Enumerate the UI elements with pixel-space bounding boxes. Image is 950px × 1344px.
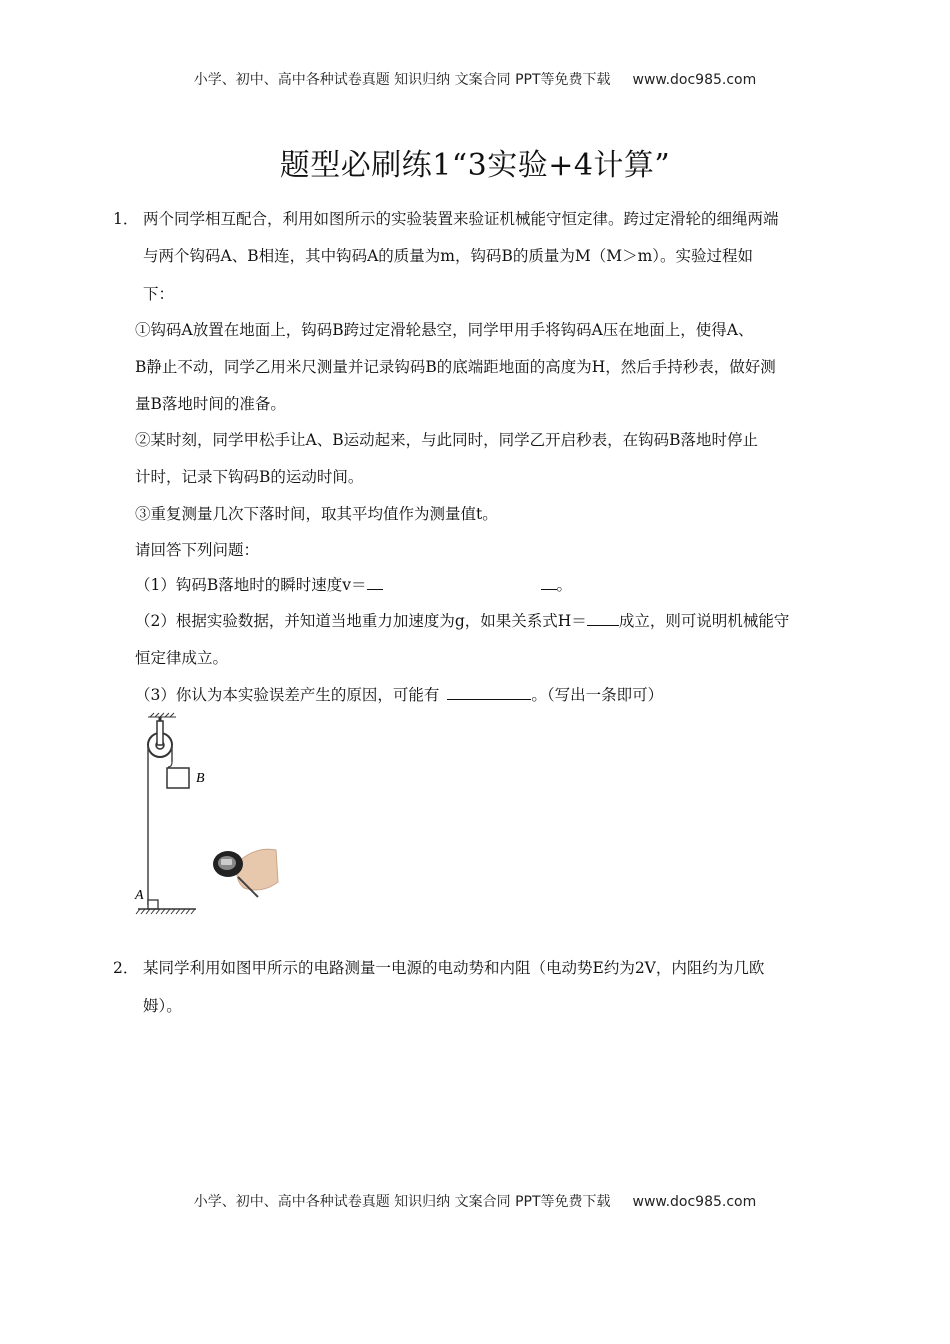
mass-b bbox=[167, 768, 189, 788]
pulley-experiment-figure bbox=[130, 712, 290, 922]
q1-step2-line-1: ②某时刻，同学甲松手让A、B运动起来，与此同时，同学乙开启秒表，在钩码B落地时停止 bbox=[135, 431, 758, 449]
q1-step2-line-2: 计时，记录下钩码B的运动时间。 bbox=[135, 468, 364, 486]
header-text: 小学、初中、高中各种试卷真题 知识归纳 文案合同 PPT等免费下载 bbox=[193, 72, 611, 88]
q1-step3: ③重复测量几次下落时间，取其平均值作为测量值t。 bbox=[135, 505, 498, 523]
q1-sub3-tail: 。（写出一条即可） bbox=[531, 686, 664, 704]
q2-line-1: 某同学利用如图甲所示的电路测量一电源的电动势和内阻（电动势E约为2V，内阻约为几欧 bbox=[143, 959, 765, 977]
pulley-icon bbox=[148, 721, 172, 757]
q1-sub2-text: （2）根据实验数据，并知道当地重力加速度为g，如果关系式H＝ bbox=[135, 612, 587, 630]
stopwatch-in-hand-icon bbox=[213, 849, 278, 897]
mass-a-label: A bbox=[135, 888, 144, 903]
question-2-number: 2． bbox=[113, 959, 139, 977]
q1-intro-line-3: 下： bbox=[143, 285, 175, 303]
page-header bbox=[0, 69, 950, 89]
q1-sub1-text: （1）钩码B落地时的瞬时速度v＝ bbox=[135, 576, 367, 594]
q1-sub2-tail: 成立，则可说明机械能守 bbox=[618, 612, 790, 630]
answer-blank-1b[interactable] bbox=[541, 573, 557, 590]
q1-sub1 bbox=[135, 573, 572, 596]
mass-b-label: B bbox=[196, 771, 205, 786]
hook-icon bbox=[168, 762, 172, 767]
answer-blank-1a[interactable] bbox=[367, 573, 383, 590]
footer-text: 小学、初中、高中各种试卷真题 知识归纳 文案合同 PPT等免费下载 bbox=[193, 1194, 611, 1210]
q1-step1-line-1: ①钩码A放置在地面上，钩码B跨过定滑轮悬空，同学甲用手将钩码A压在地面上，使得A、 bbox=[135, 321, 754, 339]
q1-intro-line-1: 两个同学相互配合，利用如图所示的实验装置来验证机械能守恒定律。跨过定滑轮的细绳两端 bbox=[143, 210, 779, 228]
q2-line-2: 姆）。 bbox=[143, 997, 182, 1015]
answer-blank-2[interactable] bbox=[587, 609, 619, 626]
q1-step1-line-3: 量B落地时间的准备。 bbox=[135, 395, 286, 413]
q1-sub2-line-2: 恒定律成立。 bbox=[135, 649, 229, 667]
q1-sub3 bbox=[135, 683, 663, 706]
q1-ask: 请回答下列问题： bbox=[135, 541, 260, 559]
q1-intro-line-2: 与两个钩码A、B相连，其中钩码A的质量为m，钩码B的质量为M（M＞m）。实验过程如 bbox=[143, 247, 754, 265]
mass-a bbox=[148, 900, 158, 909]
q1-sub1-end: 。 bbox=[556, 576, 573, 594]
ground bbox=[136, 909, 196, 914]
header-url[interactable]: www.doc985.com bbox=[632, 72, 757, 88]
q1-step1-line-2: B静止不动，同学乙用米尺测量并记录钩码B的底端距地面的高度为H，然后手持秒表，做好测 bbox=[135, 358, 776, 376]
question-1-number: 1． bbox=[113, 210, 139, 228]
q1-sub3-text: （3）你认为本实验误差产生的原因，可能有 bbox=[135, 686, 440, 704]
answer-blank-3[interactable] bbox=[447, 683, 531, 700]
page-title: 题型必刷练1“3实验+4计算” bbox=[279, 148, 671, 183]
footer-url[interactable]: www.doc985.com bbox=[632, 1194, 757, 1210]
q1-sub2 bbox=[135, 609, 789, 632]
page-footer bbox=[0, 1191, 950, 1211]
